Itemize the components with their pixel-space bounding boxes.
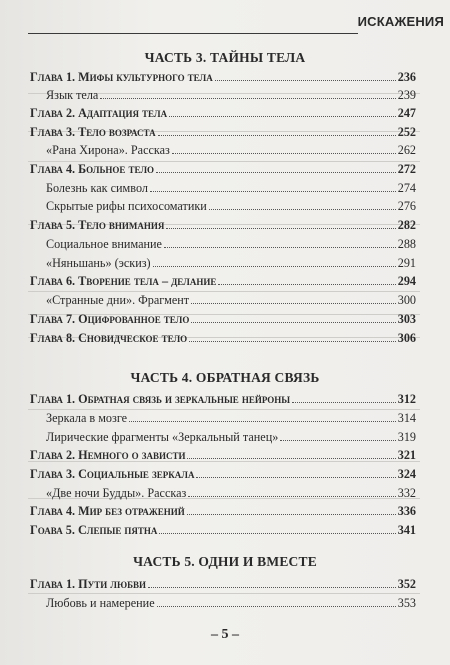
toc-entry-page: 247 [397, 106, 416, 120]
toc-entry-page: 306 [397, 331, 416, 345]
toc-entry-page: 276 [397, 199, 416, 213]
toc-entry-section[interactable] [46, 427, 416, 444]
toc-entry-chapter[interactable] [30, 520, 416, 537]
toc-entry-page: 352 [397, 577, 416, 591]
toc-entry-label: «Рана Хирона». Рассказ [46, 143, 170, 157]
toc-entry-page: 294 [397, 274, 416, 288]
toc-entry-chapter[interactable] [30, 309, 416, 326]
leader-dots [129, 421, 396, 422]
leader-dots [191, 322, 395, 323]
leader-dots [187, 458, 395, 459]
toc-entry-page: 282 [397, 218, 416, 232]
leader-dots [169, 116, 396, 117]
part-title-5: ЧАСТЬ 5. ОДНИ И ВМЕСТЕ [133, 554, 317, 569]
toc-entry-chapter[interactable] [30, 103, 416, 120]
header-rule [28, 33, 358, 34]
toc-entry-page: 262 [397, 143, 416, 157]
toc-entry-section[interactable] [46, 593, 416, 610]
leader-dots [172, 153, 396, 154]
leader-dots [196, 477, 395, 478]
toc-entry-page: 300 [397, 293, 416, 307]
toc-entry-label: Глава 1. Мифы культурного тела [30, 70, 213, 84]
toc-entry-label: «Странные дни». Фрагмент [46, 293, 190, 307]
toc-entry-chapter[interactable] [30, 389, 416, 406]
toc-entry-section[interactable] [46, 483, 416, 500]
toc-entry-page: 274 [397, 181, 416, 195]
toc-entry-label: Глава 2. Адаптация тела [30, 106, 168, 120]
toc-entry-chapter[interactable] [30, 67, 416, 84]
leader-dots [150, 191, 396, 192]
toc-entry-section[interactable] [46, 178, 416, 195]
toc-entry-label: Лирические фрагменты «Зеркальный танец» [46, 430, 279, 444]
toc-entry-chapter[interactable] [30, 122, 416, 139]
toc-entry-label: Глава 6. Творение тела – делание [30, 274, 217, 288]
toc-entry-chapter[interactable] [30, 464, 416, 481]
toc-entry-section[interactable] [46, 253, 416, 270]
leader-dots [153, 266, 396, 267]
toc-entry-section[interactable] [46, 290, 416, 307]
leader-dots [157, 606, 396, 607]
leader-dots [159, 533, 395, 534]
toc-entry-page: 239 [397, 88, 416, 102]
toc-entry-chapter[interactable] [30, 328, 416, 345]
toc-entry-section[interactable] [46, 408, 416, 425]
leader-dots [218, 284, 395, 285]
toc-entry-page: 314 [397, 411, 416, 425]
toc-entry-page: 252 [397, 125, 416, 139]
toc-entry-label: Глава 3. Тело возраста [30, 125, 156, 139]
toc-entry-label: Социальное внимание [46, 237, 162, 251]
toc-entry-chapter[interactable] [30, 501, 416, 518]
toc-entry-label: Глава 5. Тело внимания [30, 218, 165, 232]
leader-dots [191, 303, 396, 304]
toc-entry-label: Глава 8. Сновидческое тело [30, 331, 188, 345]
toc-entry-chapter[interactable] [30, 215, 416, 232]
toc-entry-page: 272 [397, 162, 416, 176]
part-title-3: ЧАСТЬ 3. ТАЙНЫ ТЕЛА [144, 50, 306, 65]
toc-entry-label: Скрытые рифы психосоматики [46, 199, 207, 213]
leader-dots [166, 228, 395, 229]
toc-entry-page: 324 [397, 467, 416, 481]
leader-dots [209, 209, 396, 210]
leader-dots [156, 172, 396, 173]
toc-entry-page: 288 [397, 237, 416, 251]
toc-entry-label: Глава 1. Обратная связь и зеркальные нейроны [30, 392, 291, 406]
toc-entry-page: 319 [397, 430, 416, 444]
toc-entry-label: Глава 7. Оцифрованное тело [30, 312, 190, 326]
leader-dots [164, 247, 396, 248]
toc-entry-label: Глава 4. Мир без отражений [30, 504, 185, 518]
leader-dots [100, 98, 395, 99]
toc-entry-label: «Няньшань» (эскиз) [46, 256, 151, 270]
toc-entry-section[interactable] [46, 196, 416, 213]
toc-entry-label: Глава 1. Пути любви [30, 577, 147, 591]
leader-dots [188, 496, 395, 497]
toc-entry-label: Гоава 5. Слепые пятна [30, 523, 158, 537]
toc-entry-chapter[interactable] [30, 574, 416, 591]
toc-entry-label: Глава 4. Больное тело [30, 162, 155, 176]
leader-dots [292, 402, 396, 403]
toc-entry-chapter[interactable] [30, 445, 416, 462]
toc-entry-label: Глава 3. Социальные зеркала [30, 467, 195, 481]
leader-dots [158, 135, 396, 136]
leader-dots [148, 587, 396, 588]
toc-entry-section[interactable] [46, 234, 416, 251]
leader-dots [215, 80, 396, 81]
toc-entry-page: 341 [397, 523, 416, 537]
toc-entry-label: Болезнь как символ [46, 181, 148, 195]
toc-entry-page: 303 [397, 312, 416, 326]
toc-entry-page: 312 [397, 392, 416, 406]
leader-dots [280, 440, 395, 441]
toc-entry-section[interactable] [46, 140, 416, 157]
toc-entry-label: Язык тела [46, 88, 99, 102]
toc-entry-page: 291 [397, 256, 416, 270]
page-number: – 5 – [211, 627, 239, 642]
toc-entry-label: Зеркала в мозге [46, 411, 128, 425]
running-header-title: ИСКАЖЕНИЯ [357, 14, 444, 29]
leader-dots [189, 341, 396, 342]
toc-entry-chapter[interactable] [30, 159, 416, 176]
toc-entry-page: 321 [397, 448, 416, 462]
leader-dots [187, 514, 396, 515]
toc-entry-section[interactable] [46, 85, 416, 102]
toc-entry-page: 353 [397, 596, 416, 610]
toc-entry-label: Любовь и намерение [46, 596, 155, 610]
toc-entry-page: 332 [397, 486, 416, 500]
part-title-4: ЧАСТЬ 4. ОБРАТНАЯ СВЯЗЬ [130, 370, 320, 385]
toc-entry-label: «Две ночи Будды». Рассказ [46, 486, 187, 500]
toc-entry-label: Глава 2. Немного о зависти [30, 448, 186, 462]
toc-entry-page: 236 [397, 70, 416, 84]
toc-entry-chapter[interactable] [30, 271, 416, 288]
toc-entry-page: 336 [397, 504, 416, 518]
